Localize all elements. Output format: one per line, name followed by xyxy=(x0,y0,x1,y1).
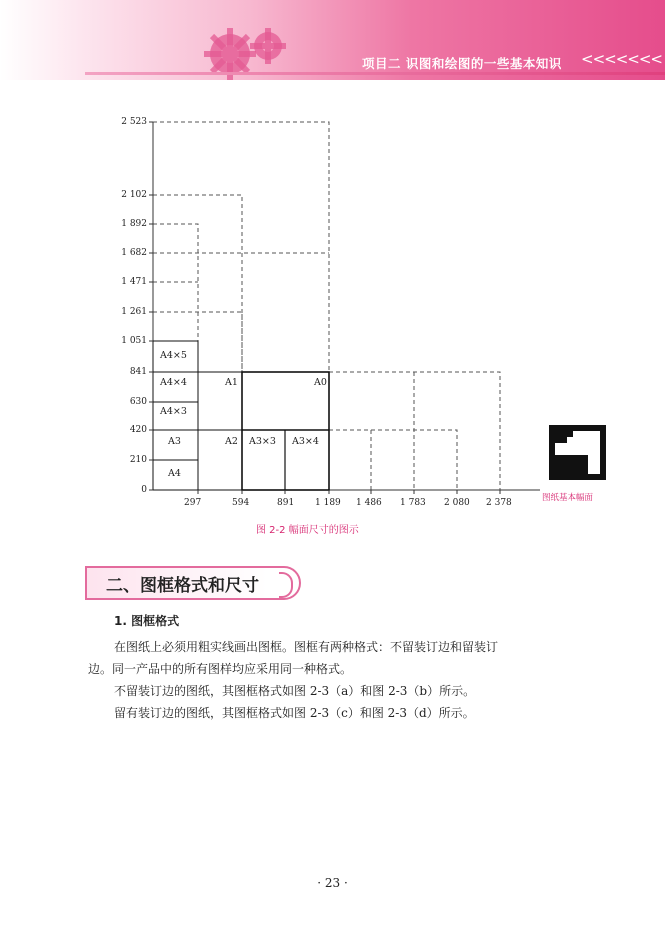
y-label: 1 892 xyxy=(121,219,147,229)
y-label: 210 xyxy=(129,455,147,465)
chapter-title: 项目二 识图和绘图的一些基本知识 xyxy=(362,56,562,71)
x-label: 1 486 xyxy=(356,498,382,508)
cell-a4x3: A4×3 xyxy=(160,406,187,417)
figure-caption: 图 2-2 幅面尺寸的图示 xyxy=(256,525,359,536)
y-label: 2 102 xyxy=(121,190,147,200)
cell-a1: A1 xyxy=(225,377,238,388)
x-label: 1 189 xyxy=(315,498,341,508)
paragraph-line: 在图纸上必须用粗实线画出图框。图框有两种格式：不留装订边和留装订 xyxy=(114,640,499,654)
header-chevrons: <<<<<<< xyxy=(581,50,662,68)
cell-a4x4: A4×4 xyxy=(160,377,187,388)
dashed-outlines xyxy=(150,122,500,490)
x-label: 891 xyxy=(277,498,295,508)
cell-a0: A0 xyxy=(314,377,327,388)
y-label: 841 xyxy=(129,367,147,377)
x-label: 2 378 xyxy=(486,498,512,508)
y-label: 1 261 xyxy=(121,307,147,317)
section-title: 二、图框格式和尺寸 xyxy=(106,576,259,596)
page-number: · 23 · xyxy=(317,876,348,890)
cell-a3: A3 xyxy=(168,436,181,447)
y-label: 420 xyxy=(129,425,147,435)
y-label: 630 xyxy=(129,397,147,407)
paper-size-icon-label: 图纸基本幅面 xyxy=(542,493,594,503)
header-rule xyxy=(85,72,665,75)
y-label: 2 523 xyxy=(121,117,147,127)
cell-a2: A2 xyxy=(225,436,238,447)
x-label: 594 xyxy=(232,498,250,508)
y-label: 1 051 xyxy=(121,336,147,346)
x-label: 2 080 xyxy=(444,498,470,508)
paragraph-line: 边。同一产品中的所有图样均应采用同一种格式。 xyxy=(88,662,353,676)
cell-a4: A4 xyxy=(168,468,181,479)
page-header-band xyxy=(0,0,665,80)
x-label: 297 xyxy=(184,498,202,508)
cell-a3x4: A3×4 xyxy=(292,436,319,447)
sub-heading: 1. 图框格式 xyxy=(114,614,180,628)
paragraph-line: 不留装订边的图纸，其图框格式如图 2-3（a）和图 2-3（b）所示。 xyxy=(114,684,476,698)
cell-a4x5: A4×5 xyxy=(160,350,187,361)
axis-ticks xyxy=(149,122,500,494)
paragraph-line: 留有装订边的图纸，其图框格式如图 2-3（c）和图 2-3（d）所示。 xyxy=(114,706,475,720)
paper-size-icon xyxy=(549,425,606,480)
y-label: 1 682 xyxy=(121,248,147,258)
cell-a3x3: A3×3 xyxy=(249,436,276,447)
solid-outlines xyxy=(153,122,540,490)
y-label: 0 xyxy=(141,485,147,495)
x-label: 1 783 xyxy=(400,498,426,508)
y-label: 1 471 xyxy=(121,277,147,287)
